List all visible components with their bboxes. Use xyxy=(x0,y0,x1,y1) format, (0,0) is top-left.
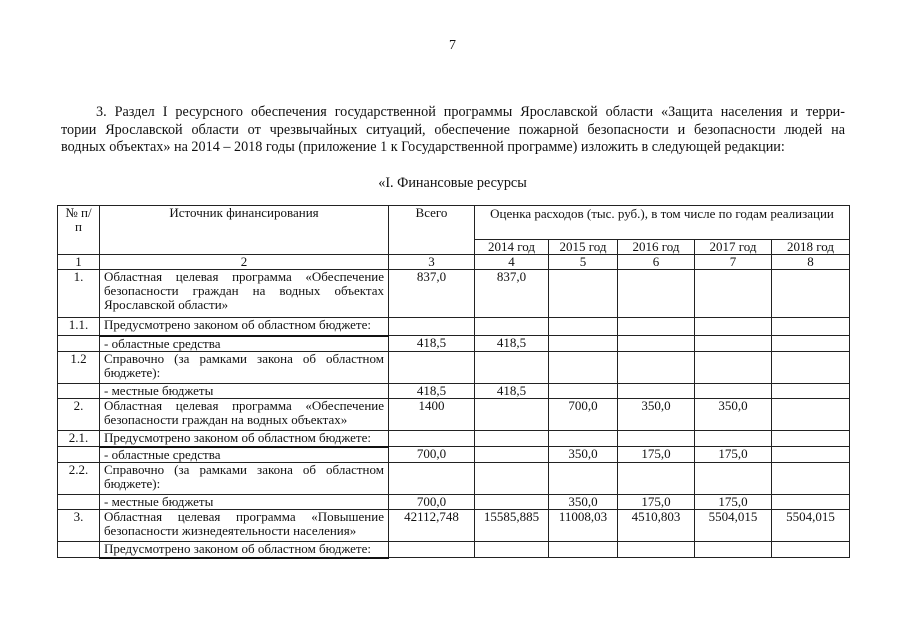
intro-line-3: водных объектах» на 2014 – 2018 годы (приложение 1 к Государственной программе) изложить в следующей редакции: xyxy=(61,139,785,155)
row-2017 xyxy=(695,336,772,352)
header-year-2017: 2017 год xyxy=(695,240,772,255)
row-source: Областная целевая программа «Обеспечение безопасности граждан на водных объектах Ярославской области» xyxy=(100,270,389,318)
row-number xyxy=(58,495,100,510)
intro-line-2: тории Ярославской области от чрезвычайных ситуаций, обеспечение пожарной безопасности и безопасности людей на xyxy=(61,121,845,138)
column-number-row xyxy=(58,255,850,270)
row-2014 xyxy=(475,542,549,558)
row-total: 837,0 xyxy=(389,270,475,318)
row-total: 700,0 xyxy=(389,495,475,510)
row-2018 xyxy=(772,542,850,558)
row-source: Предусмотрено законом об областном бюджете: xyxy=(100,542,389,558)
row-2016 xyxy=(618,463,695,495)
row-2014 xyxy=(475,352,549,384)
col-number-5: 5 xyxy=(549,255,618,270)
row-source: Справочно (за рамками закона об областном бюджете): xyxy=(100,463,389,495)
header-number: № п/п xyxy=(58,206,100,255)
row-2017 xyxy=(695,384,772,399)
financial-resources-table xyxy=(57,205,850,559)
row-total: 418,5 xyxy=(389,336,475,352)
row-source: - местные бюджеты xyxy=(100,495,389,510)
row-2018 xyxy=(772,431,850,447)
row-2016 xyxy=(618,384,695,399)
row-number: 1.1. xyxy=(58,318,100,336)
table-row xyxy=(58,510,850,542)
table-row xyxy=(58,463,850,495)
intro-paragraph xyxy=(61,104,845,157)
row-2015 xyxy=(549,270,618,318)
row-2018 xyxy=(772,336,850,352)
col-number-3: 3 xyxy=(389,255,475,270)
row-2016: 350,0 xyxy=(618,399,695,431)
row-2014 xyxy=(475,399,549,431)
row-2018: 5504,015 xyxy=(772,510,850,542)
row-2017: 5504,015 xyxy=(695,510,772,542)
row-total xyxy=(389,542,475,558)
header-year-2014: 2014 год xyxy=(475,240,549,255)
row-total xyxy=(389,318,475,336)
row-total xyxy=(389,463,475,495)
row-2014 xyxy=(475,431,549,447)
col-number-6: 6 xyxy=(618,255,695,270)
row-number: 1. xyxy=(58,270,100,318)
row-2016 xyxy=(618,336,695,352)
row-2017 xyxy=(695,542,772,558)
table-row xyxy=(58,270,850,318)
row-number: 2.2. xyxy=(58,463,100,495)
row-source: Предусмотрено законом об областном бюджете: xyxy=(100,318,389,336)
row-total: 418,5 xyxy=(389,384,475,399)
header-year-2015: 2015 год xyxy=(549,240,618,255)
header-estimate: Оценка расходов (тыс. руб.), в том числе по годам реализации xyxy=(475,206,850,240)
col-number-4: 4 xyxy=(475,255,549,270)
row-2016 xyxy=(618,431,695,447)
row-2014: 837,0 xyxy=(475,270,549,318)
row-2016 xyxy=(618,270,695,318)
table-row xyxy=(58,352,850,384)
header-year-2016: 2016 год xyxy=(618,240,695,255)
row-2015 xyxy=(549,384,618,399)
row-2018 xyxy=(772,318,850,336)
table-row xyxy=(58,399,850,431)
header-total: Всего xyxy=(389,206,475,255)
table-row xyxy=(58,495,850,510)
row-number: 2. xyxy=(58,399,100,431)
row-2014 xyxy=(475,318,549,336)
row-2018 xyxy=(772,399,850,431)
table-row xyxy=(58,318,850,336)
row-number xyxy=(58,384,100,399)
row-2018 xyxy=(772,270,850,318)
row-number xyxy=(58,447,100,463)
row-2015: 350,0 xyxy=(549,447,618,463)
row-2015 xyxy=(549,431,618,447)
row-2014: 15585,885 xyxy=(475,510,549,542)
row-2014 xyxy=(475,463,549,495)
table-row xyxy=(58,336,850,352)
table-row xyxy=(58,542,850,558)
row-2017 xyxy=(695,431,772,447)
row-number xyxy=(58,336,100,352)
row-2017 xyxy=(695,352,772,384)
header-source: Источник финансирования xyxy=(100,206,389,255)
table-row xyxy=(58,447,850,463)
intro-line-1: 3. Раздел I ресурсного обеспечения государственной программы Ярославской области «Защита населения и терри- xyxy=(96,104,845,120)
col-number-7: 7 xyxy=(695,255,772,270)
row-2017 xyxy=(695,463,772,495)
row-2014 xyxy=(475,495,549,510)
row-source: Областная целевая программа «Повышение безопасности жизнедеятельности населения» xyxy=(100,510,389,542)
header-year-2018: 2018 год xyxy=(772,240,850,255)
page-number: 7 xyxy=(449,38,456,53)
row-number: 2.1. xyxy=(58,431,100,447)
row-2017: 350,0 xyxy=(695,399,772,431)
row-2017 xyxy=(695,318,772,336)
table-row xyxy=(58,431,850,447)
row-source: Справочно (за рамками закона об областном бюджете): xyxy=(100,352,389,384)
row-2016 xyxy=(618,352,695,384)
row-number: 1.2 xyxy=(58,352,100,384)
row-2015 xyxy=(549,542,618,558)
section-title: «I. Финансовые ресурсы xyxy=(378,175,527,191)
col-number-1: 1 xyxy=(58,255,100,270)
row-2018 xyxy=(772,384,850,399)
row-2016 xyxy=(618,318,695,336)
row-total xyxy=(389,352,475,384)
row-2014: 418,5 xyxy=(475,384,549,399)
row-number: 3. xyxy=(58,510,100,542)
row-2015 xyxy=(549,463,618,495)
row-source: - областные средства xyxy=(100,447,389,463)
row-2015: 11008,03 xyxy=(549,510,618,542)
row-2018 xyxy=(772,463,850,495)
row-2017: 175,0 xyxy=(695,447,772,463)
row-source: - областные средства xyxy=(100,336,389,352)
row-2015 xyxy=(549,352,618,384)
header-row xyxy=(58,206,850,240)
row-total xyxy=(389,431,475,447)
row-2018 xyxy=(772,495,850,510)
row-source: - местные бюджеты xyxy=(100,384,389,399)
row-total: 42112,748 xyxy=(389,510,475,542)
row-2015 xyxy=(549,318,618,336)
row-2014: 418,5 xyxy=(475,336,549,352)
row-source: Предусмотрено законом об областном бюджете: xyxy=(100,431,389,447)
row-2016: 4510,803 xyxy=(618,510,695,542)
row-2016: 175,0 xyxy=(618,447,695,463)
table-row xyxy=(58,384,850,399)
row-2017: 175,0 xyxy=(695,495,772,510)
row-2018 xyxy=(772,447,850,463)
row-2017 xyxy=(695,270,772,318)
row-2016: 175,0 xyxy=(618,495,695,510)
row-2015: 350,0 xyxy=(549,495,618,510)
row-2015: 700,0 xyxy=(549,399,618,431)
row-2015 xyxy=(549,336,618,352)
row-total: 1400 xyxy=(389,399,475,431)
col-number-8: 8 xyxy=(772,255,850,270)
col-number-2: 2 xyxy=(100,255,389,270)
row-2016 xyxy=(618,542,695,558)
row-2018 xyxy=(772,352,850,384)
row-total: 700,0 xyxy=(389,447,475,463)
row-source: Областная целевая программа «Обеспечение безопасности граждан на водных объектах» xyxy=(100,399,389,431)
row-2014 xyxy=(475,447,549,463)
row-number xyxy=(58,542,100,558)
